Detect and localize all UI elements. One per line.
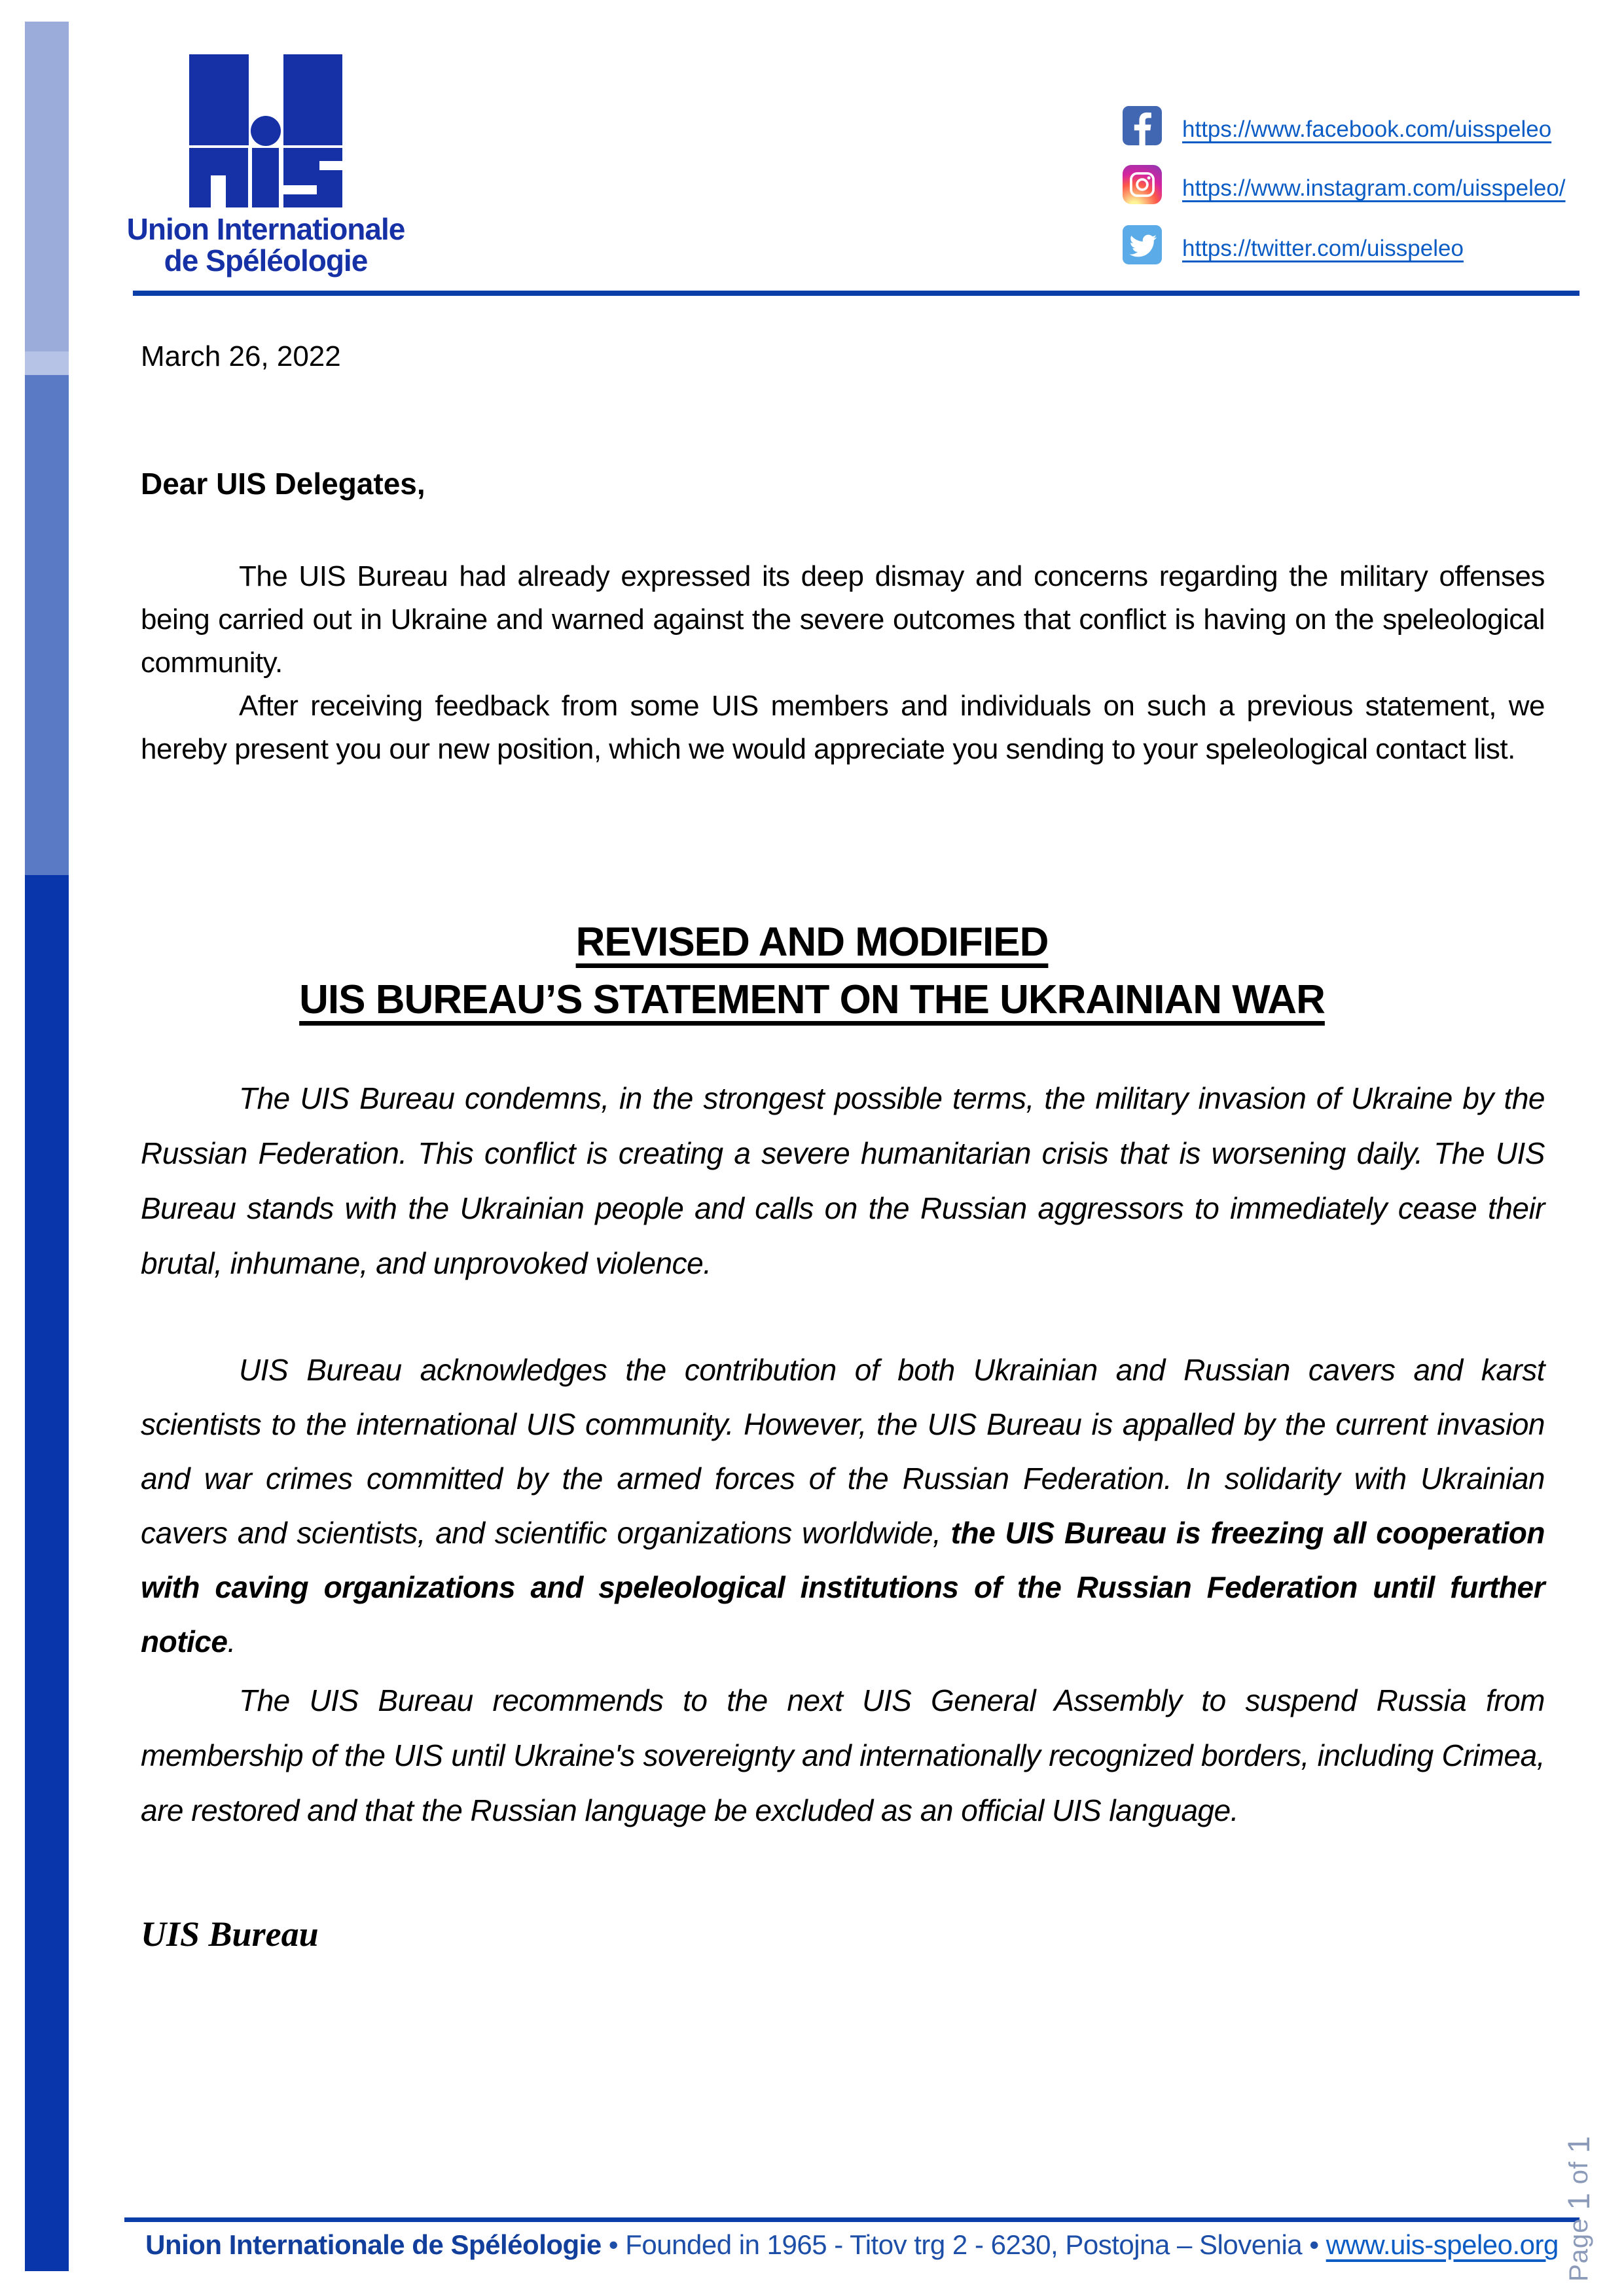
left-accent-bar-segment-2 xyxy=(25,351,69,375)
statement-paragraph-2-tail: . xyxy=(227,1624,236,1659)
statement-title xyxy=(103,914,1521,1029)
footer-address: Founded in 1965 - Titov trg 2 - 6230, Postojna – Slovenia xyxy=(625,2229,1303,2260)
facebook-link[interactable]: https://www.facebook.com/uisspeleo xyxy=(1182,117,1552,142)
footer-website-link[interactable]: www.uis-speleo.org xyxy=(1326,2229,1559,2260)
left-accent-bar-segment-3 xyxy=(25,375,69,875)
twitter-icon xyxy=(1123,225,1162,264)
footer-line xyxy=(124,2229,1579,2261)
statement-paragraph-2-normal: UIS Bureau acknowledges the contribution of both Ukrainian and Russian cavers and karst scientists to the international UIS community. However, the UIS Bureau is appalled by the current invasion and war crimes committed by the armed forces of the Russian Federation. In solidarity with Ukrainian cavers and scientists, and scientific organizations worldwide, xyxy=(141,1353,1545,1550)
statement-paragraph-2 xyxy=(141,1343,1545,1669)
intro-paragraph-2: After receiving feedback from some UIS members and individuals on such a previous statement, we hereby present you our new position, which we would appreciate you sending to your speleological contact list. xyxy=(141,690,1545,765)
statement-title-line2: UIS BUREAU’S STATEMENT ON THE UKRAINIAN WAR xyxy=(299,977,1325,1022)
letter-date: March 26, 2022 xyxy=(141,340,341,372)
statement-paragraph-1: The UIS Bureau condemns, in the strongest possible terms, the military invasion of Ukraine by the Russian Federation. This conflict is creating a severe humanitarian crisis that is worsening daily. The UIS Bureau stands with the Ukrainian people and calls on the Russian aggressors to immediately cease their brutal, inhumane, and unprovoked violence. xyxy=(141,1081,1545,1280)
instagram-link[interactable]: https://www.instagram.com/uisspeleo/ xyxy=(1182,175,1566,201)
salutation: Dear UIS Delegates, xyxy=(141,467,425,501)
org-name xyxy=(72,213,460,276)
left-accent-bar-segment-1 xyxy=(25,22,69,351)
footer-org-name: Union Internationale de Spéléologie xyxy=(145,2229,602,2260)
org-name-line2: de Spéléologie xyxy=(164,243,368,278)
header-divider xyxy=(133,291,1579,296)
uis-logo xyxy=(189,54,342,207)
org-name-line1: Union Internationale xyxy=(126,212,405,246)
instagram-icon xyxy=(1123,165,1162,204)
left-accent-bar-segment-4 xyxy=(25,875,69,2271)
twitter-link[interactable]: https://twitter.com/uisspeleo xyxy=(1182,236,1464,261)
page-number: Page 1 of 1 xyxy=(1561,2135,1596,2282)
statement-paragraph-3: The UIS Bureau recommends to the next UIS General Assembly to suspend Russia from membership of the UIS until Ukraine's sovereignty and internationally recognized borders, including Crimea, are restored and that the Russian language be excluded as an official UIS language. xyxy=(141,1683,1545,1827)
facebook-icon xyxy=(1123,106,1162,145)
footer-bullet-2: • xyxy=(1309,2229,1319,2260)
intro-paragraph-1: The UIS Bureau had already expressed its deep dismay and concerns regarding the military offenses being carried out in Ukraine and warned against the severe outcomes that conflict is having on the speleological community. xyxy=(141,560,1545,679)
intro-paragraphs xyxy=(141,555,1545,771)
footer-divider xyxy=(124,2217,1579,2222)
footer-bullet-1: • xyxy=(608,2229,619,2260)
statement-paragraph-2-bold: the UIS Bureau is freezing all cooperation with caving organizations and speleological institutions of the Russian Federation until further notice xyxy=(141,1516,1545,1659)
signature: UIS Bureau xyxy=(141,1914,319,1954)
statement-title-line1: REVISED AND MODIFIED xyxy=(575,920,1049,965)
